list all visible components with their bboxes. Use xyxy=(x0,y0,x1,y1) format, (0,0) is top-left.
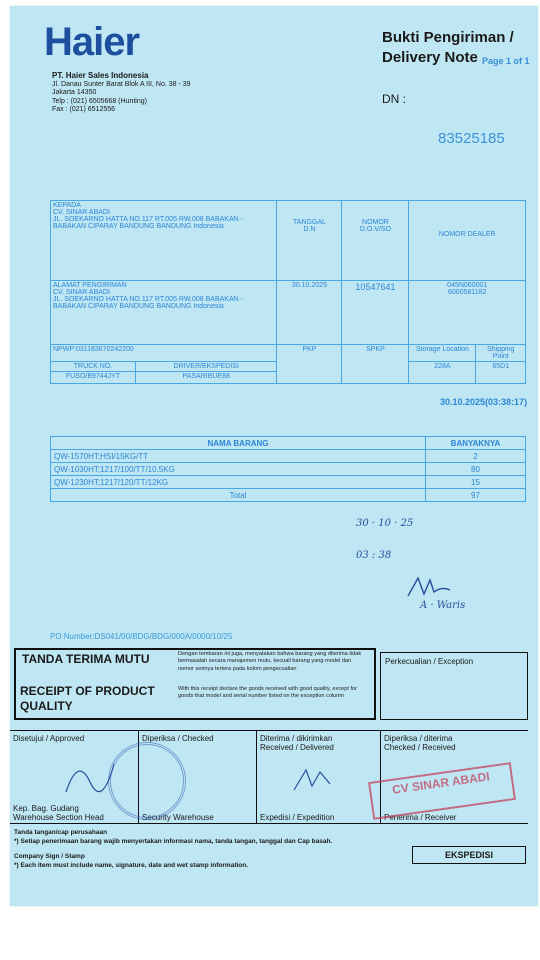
truck-label: TRUCK NO. xyxy=(51,362,136,372)
sig-label: Disetujui / Approved xyxy=(13,734,85,743)
dealer-no: 6000581182 xyxy=(448,289,487,296)
sig-footer: Expedisi / Expedition xyxy=(260,813,335,822)
address-line: Fax : (021) 6512556 xyxy=(52,106,116,113)
alamat-name: CV. SINAR ABADI xyxy=(53,289,110,296)
handwritten-time: 03 : 38 xyxy=(356,550,392,561)
tanggal-sub: D.N xyxy=(303,226,316,233)
total-qty: 97 xyxy=(426,489,526,502)
item-qty: 15 xyxy=(426,476,526,489)
alamat-label: ALAMAT PENGIRIMAN xyxy=(53,282,127,289)
sig-label: Diperiksa / Checked xyxy=(142,734,214,743)
receipt-title-en-line1: RECEIPT OF PRODUCT xyxy=(20,684,155,698)
shipping-label: Shipping Point xyxy=(476,345,526,362)
items-table xyxy=(50,436,526,502)
kepada-name: CV. SINAR ABADI xyxy=(53,209,110,216)
pkp-label: PKP xyxy=(302,346,317,353)
approver-signature xyxy=(60,752,120,802)
dealer-header xyxy=(409,201,526,281)
sig-footer: Penerima / Receiver xyxy=(384,813,457,822)
footer-line: *) Each item must include name, signature, date and wet stamp information. xyxy=(14,862,249,869)
dealer-no: 045N060001 xyxy=(447,282,488,289)
item-name: QW-1570HT;HSI/15KG/TT xyxy=(51,450,426,463)
col-header-qty: BANYAKNYA xyxy=(426,437,526,450)
kepada-addr: JL. SOEKARNO HATTA NO.117 RT.005 RW.008 BABAKAN - xyxy=(53,216,243,223)
dealer-label: NOMOR DEALER xyxy=(438,231,496,238)
sig-label: Diterima / dikirimkan xyxy=(260,734,333,743)
date-cell: 30.10.2025 xyxy=(277,281,342,345)
alamat-cell xyxy=(51,281,277,345)
footer-line: Tanda tangan/cap perusahaan xyxy=(14,829,108,836)
sig-footer xyxy=(13,804,104,822)
exception-box: Perkecualian / Exception xyxy=(380,652,528,720)
item-qty: 80 xyxy=(426,463,526,476)
handwritten-name: A · Waris xyxy=(420,600,466,611)
storage-label: Storage Location xyxy=(409,345,476,362)
title-line-1: Bukti Pengiriman / xyxy=(382,29,514,46)
item-name: QW-1030HT;1217/100/TT/10.5KG xyxy=(51,463,426,476)
spkp-label: SPKP xyxy=(366,346,385,353)
driver-value: PASARIBUE88 xyxy=(136,372,277,384)
nomor-sub: D.O.V/SO xyxy=(359,226,392,233)
tanggal-header xyxy=(277,201,342,281)
item-qty: 2 xyxy=(426,450,526,463)
sig-label: Received / Delivered xyxy=(260,743,334,752)
receipt-text-id: Dengan tembaran ini juga, menyatakan bahwa barang yang diterima tidak bermasalah secara manajemen mutu, kecuali barang yang model dan nomor serinya tertera pada kolom pengecualian xyxy=(178,651,362,672)
company-address xyxy=(52,72,191,115)
item-name: QW-1230HT;1217/120/TT/12KG xyxy=(51,476,426,489)
storage-value: 228A xyxy=(409,362,476,384)
pkp-cell xyxy=(277,345,342,384)
address-line: Jakarta 14350 xyxy=(52,89,97,96)
table-row xyxy=(51,463,526,476)
footer-notes xyxy=(14,828,332,870)
total-label: Total xyxy=(51,489,426,502)
total-row xyxy=(51,489,526,502)
dealer-no-cell xyxy=(409,281,526,345)
driver-label: DRIVER/EKSPEDISI xyxy=(136,362,277,372)
footer-line: Company Sign / Stamp xyxy=(14,853,85,860)
ekspedisi-box: EKSPEDISI xyxy=(412,846,526,864)
shipping-value: 65D1 xyxy=(476,362,526,384)
company-name: PT. Haier Sales Indonesia xyxy=(52,71,149,80)
sig-label: Checked / Received xyxy=(384,743,456,752)
receipt-title-en-line2: QUALITY xyxy=(20,699,73,713)
table-row xyxy=(51,450,526,463)
receiver-stamp: CV SINAR ABADI xyxy=(368,762,516,820)
nomor-label: NOMOR xyxy=(362,219,389,226)
spkp-cell xyxy=(342,345,409,384)
truck-value: FUSO/B9744JYT xyxy=(51,372,136,384)
po-number: PO Number:DS041/00/BDG/BDG/000A/0000/10/25 xyxy=(50,632,233,641)
footer-line: *) Setiap penerimaan barang wajib menyertakan informasi nama, tanda tangan, tanggal dan Cap basah. xyxy=(14,838,333,845)
kepada-addr: BABAKAN CIPARAY BANDUNG BANDUNG Indonesia xyxy=(53,223,224,230)
dn-number: 83525185 xyxy=(438,130,505,147)
page-indicator: Page 1 of 1 xyxy=(482,56,530,66)
table-row xyxy=(51,476,526,489)
handwritten-date: 30 · 10 · 25 xyxy=(356,518,414,529)
dn-label: DN : xyxy=(382,92,406,106)
expedition-signature xyxy=(290,760,340,796)
col-header-name: NAMA BARANG xyxy=(51,437,426,450)
print-timestamp: 30.10.2025(03:38:17) xyxy=(440,397,528,407)
receipt-title-en xyxy=(20,684,155,714)
sig-footer: Security Warehouse xyxy=(142,813,214,822)
handwritten-signature xyxy=(404,572,464,602)
haier-logo: Haier xyxy=(44,20,140,64)
nomor-header xyxy=(342,201,409,281)
header-table xyxy=(50,200,526,384)
receipt-text-en: With this receipt declare the goods received with good quality, except for goods that model and serial number listed on the exception column xyxy=(178,686,357,700)
order-no-cell: 10547641 xyxy=(342,281,409,345)
address-line: Jl. Danau Sunter Barat Blok A III, No. 38 - 39 xyxy=(52,80,191,88)
kepada-cell xyxy=(51,201,277,281)
kepada-label: KEPADA xyxy=(53,202,81,209)
title-line-2: Delivery Note xyxy=(382,49,478,66)
tanggal-label: TANGGAL xyxy=(292,219,326,226)
address-line: Telp : (021) 6505668 (Hunting) xyxy=(52,97,147,105)
alamat-addr: JL. SOEKARNO HATTA NO.117 RT.005 RW.008 BABAKAN - xyxy=(53,296,243,303)
sig-label: Diperiksa / diterima xyxy=(384,734,453,743)
alamat-addr: BABAKAN CIPARAY BANDUNG BANDUNG Indonesia xyxy=(53,303,224,310)
npwp-cell: NPWP:031183670242200 xyxy=(51,345,277,362)
sig-footer-line: Warehouse Section Head xyxy=(13,813,104,822)
sig-footer-line: Kep. Bag. Gudang xyxy=(13,804,79,813)
receipt-title-id: TANDA TERIMA MUTU xyxy=(22,652,150,666)
